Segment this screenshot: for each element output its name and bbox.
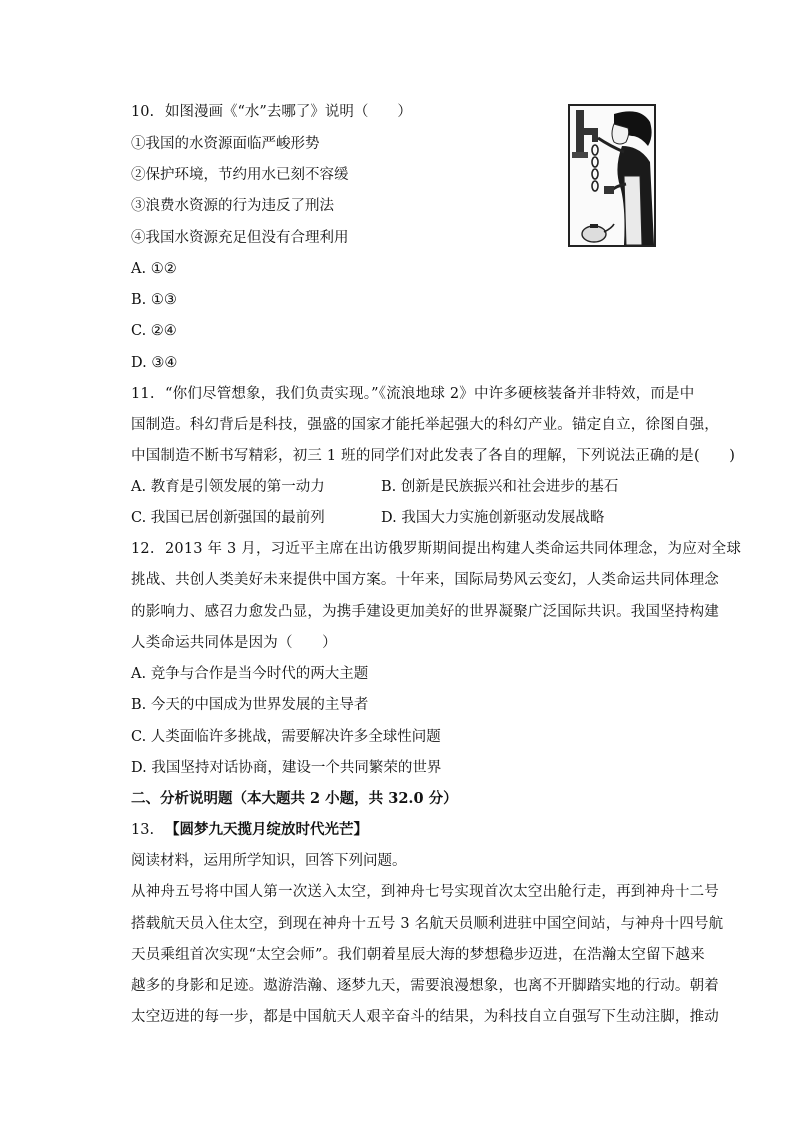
q13-title-line bbox=[131, 820, 368, 840]
q12-option-a: A. 竞争与合作是当今时代的两大主题 bbox=[131, 666, 369, 682]
q11-option-b: B. 创新是民族振兴和社会进步的基石 bbox=[381, 479, 619, 495]
q11-number: 11. bbox=[131, 386, 155, 402]
section-2-heading: 二、分析说明题（本大题共 2 小题，共 32.0 分） bbox=[131, 790, 458, 807]
q10-statement-1: ①我国的水资源面临严峻形势 bbox=[131, 136, 320, 152]
q11-text-1: “你们尽管想象，我们负责实现。”《流浪地球 2》中许多硬核装备并非特效，而是中 bbox=[165, 386, 695, 402]
q11-option-c: C. 我国已居创新强国的最前列 bbox=[131, 510, 325, 526]
q13-line-1: 从神舟五号将中国人第一次送入太空，到神舟七号实现首次太空出舱行走，再到神舟十二号 bbox=[131, 884, 719, 900]
q13-number: 13. bbox=[131, 822, 155, 838]
q10-statement-4: ④我国水资源充足但没有合理利用 bbox=[131, 230, 349, 246]
q11-line-1 bbox=[131, 384, 694, 404]
q10-statement-3: ③浪费水资源的行为违反了刑法 bbox=[131, 198, 334, 214]
q13-title: 【圆梦九天揽月绽放时代光芒】 bbox=[165, 821, 368, 838]
q12-line-4: 人类命运共同体是因为（ ） bbox=[131, 635, 337, 651]
q11-option-d: D. 我国大力实施创新驱动发展战略 bbox=[381, 510, 605, 526]
water-cartoon-image bbox=[568, 104, 656, 247]
q13-line-2: 搭载航天员入住太空，到现在神舟十五号 3 名航天员顺利进驻中国空间站，与神舟十四号航 bbox=[131, 916, 724, 932]
q13-line-4: 越多的身影和足迹。遨游浩瀚、逐梦九天，需要浪漫想象，也离不开脚踏实地的行动。朝着 bbox=[131, 978, 719, 994]
q12-line-3: 的影响力、感召力愈发凸显，为携手建设更加美好的世界凝聚广泛国际共识。我国坚持构建 bbox=[131, 604, 719, 620]
q10-option-b: B. ①③ bbox=[131, 292, 177, 308]
q10-stem: 如图漫画《“水”去哪了》说明（ ） bbox=[165, 104, 412, 120]
q12-line-1 bbox=[131, 539, 741, 559]
q12-line-2: 挑战、共创人类美好未来提供中国方案。十年来，国际局势风云变幻，人类命运共同体理念 bbox=[131, 572, 719, 588]
q11-option-a: A. 教育是引领发展的第一动力 bbox=[131, 479, 325, 495]
woman-tap-icon bbox=[570, 106, 654, 245]
q10-option-c: C. ②④ bbox=[131, 323, 177, 339]
q12-number: 12. bbox=[131, 541, 155, 557]
q10-number: 10. bbox=[131, 104, 155, 120]
q13-instruction: 阅读材料，运用所学知识，回答下列问题。 bbox=[131, 853, 407, 869]
q12-option-b: B. 今天的中国成为世界发展的主导者 bbox=[131, 697, 369, 713]
q13-line-5: 太空迈进的每一步，都是中国航天人艰辛奋斗的结果，为科技自立自强写下生动注脚，推动 bbox=[131, 1009, 719, 1025]
q12-option-c: C. 人类面临许多挑战，需要解决许多全球性问题 bbox=[131, 729, 441, 745]
q12-text-1: 2013 年 3 月，习近平主席在出访俄罗斯期间提出构建人类命运共同体理念，为应对全球 bbox=[165, 541, 742, 557]
q11-line-2: 国制造。科幻背后是科技，强盛的国家才能托举起强大的科幻产业。锚定自立，徐图自强， bbox=[131, 417, 719, 433]
q12-option-d: D. 我国坚持对话协商，建设一个共同繁荣的世界 bbox=[131, 760, 442, 776]
q10-option-d: D. ③④ bbox=[131, 355, 178, 371]
q10-option-a: A. ①② bbox=[131, 261, 177, 277]
q10-stem-line bbox=[131, 102, 412, 122]
q11-line-3: 中国制造不断书写精彩，初三 1 班的同学们对此发表了各自的理解，下列说法正确的是( ) bbox=[131, 448, 736, 464]
q13-line-3: 天员乘组首次实现“太空会师”。我们朝着星辰大海的梦想稳步迈进，在浩瀚太空留下越来 bbox=[131, 947, 705, 963]
q11-option-row-1 bbox=[131, 477, 325, 497]
q10-statement-2: ②保护环境，节约用水已刻不容缓 bbox=[131, 167, 349, 183]
